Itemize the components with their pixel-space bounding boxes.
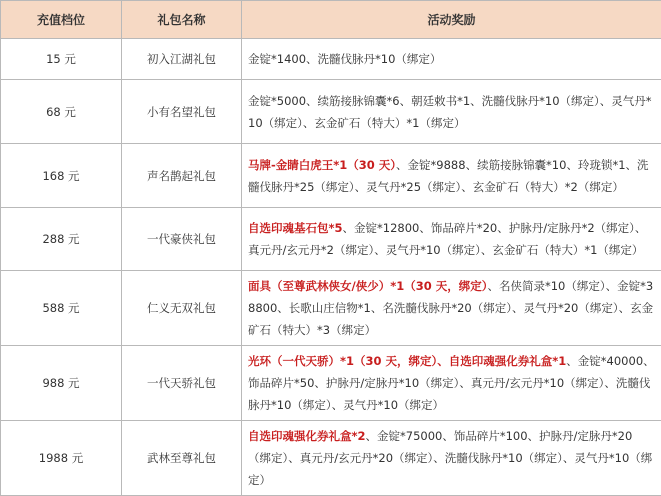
- reward-text: 金锭*1400、洗髓伐脉丹*10（绑定）: [248, 52, 441, 66]
- table-row: [1, 346, 661, 421]
- table-row: [1, 144, 661, 208]
- package-cell: 小有名望礼包: [122, 80, 242, 144]
- package-cell: 仁义无双礼包: [122, 271, 242, 346]
- package-cell: 初入江湖礼包: [122, 39, 242, 80]
- reward-text: 、金锭*40000、饰品碎片*50、护脉丹/定脉丹*10（绑定）、真元丹/玄元丹*10（绑定）、洗髓伐脉丹*10（绑定）、灵气丹*10（绑定）: [248, 354, 655, 412]
- reward-text: 、名侠简录*10（绑定）、金锭*38800、长歌山庄信物*1、名洗髓伐脉丹*20（绑定）、灵气丹*20（绑定）、玄金矿石（特大）*3（绑定）: [248, 279, 653, 337]
- tier-cell: 15 元: [1, 39, 122, 80]
- table-row: [1, 208, 661, 271]
- reward-text: 、金锭*75000、饰品碎片*100、护脉丹/定脉丹*20（绑定）、真元丹/玄元丹*20（绑定）、洗髓伐脉丹*10（绑定）、灵气丹*10（绑定）: [248, 429, 652, 487]
- header-package: 礼包名称: [122, 1, 242, 39]
- tier-cell: 288 元: [1, 208, 122, 271]
- reward-cell: [242, 271, 661, 346]
- table-row: [1, 271, 661, 346]
- tier-cell: 168 元: [1, 144, 122, 208]
- reward-text: 、金锭*9888、续筋接脉锦囊*10、玲珑锁*1、洗髓伐脉丹*25（绑定）、灵气丹*25（绑定）、玄金矿石（特大）*2（绑定）: [248, 158, 649, 194]
- table-row: [1, 80, 661, 144]
- reward-cell: [242, 208, 661, 271]
- table-row: [1, 39, 661, 80]
- header-tier: 充值档位: [1, 1, 122, 39]
- reward-highlight: 面具（至尊武林侠女/侠少）*1（30 天，绑定）: [248, 279, 487, 293]
- table-row: [1, 421, 661, 496]
- reward-cell: [242, 39, 661, 80]
- tier-cell: 988 元: [1, 346, 122, 421]
- reward-highlight: 马牌-金睛白虎王*1（30 天）: [248, 158, 396, 172]
- reward-highlight: 光环（一代天骄）*1（30 天，绑定）、自选印魂强化券礼盒*1: [248, 354, 566, 368]
- reward-highlight: 自选印魂强化券礼盒*2: [248, 429, 366, 443]
- package-cell: 声名鹊起礼包: [122, 144, 242, 208]
- header-row: [1, 1, 661, 39]
- package-cell: 武林至尊礼包: [122, 421, 242, 496]
- tier-cell: 588 元: [1, 271, 122, 346]
- tier-cell: 1988 元: [1, 421, 122, 496]
- package-cell: 一代豪侠礼包: [122, 208, 242, 271]
- tier-cell: 68 元: [1, 80, 122, 144]
- reward-cell: [242, 80, 661, 144]
- header-reward: 活动奖励: [242, 1, 661, 39]
- reward-text: 、金锭*12800、饰品碎片*20、护脉丹/定脉丹*2（绑定）、真元丹/玄元丹*2（绑定）、灵气丹*10（绑定）、玄金矿石（特大）*1（绑定）: [248, 221, 646, 257]
- reward-cell: [242, 346, 661, 421]
- reward-cell: [242, 144, 661, 208]
- reward-highlight: 自选印魂基石包*5: [248, 221, 343, 235]
- package-cell: 一代天骄礼包: [122, 346, 242, 421]
- reward-cell: [242, 421, 661, 496]
- reward-text: 金锭*5000、续筋接脉锦囊*6、朝廷敕书*1、洗髓伐脉丹*10（绑定）、灵气丹*10（绑定）、玄金矿石（特大）*1（绑定）: [248, 94, 652, 130]
